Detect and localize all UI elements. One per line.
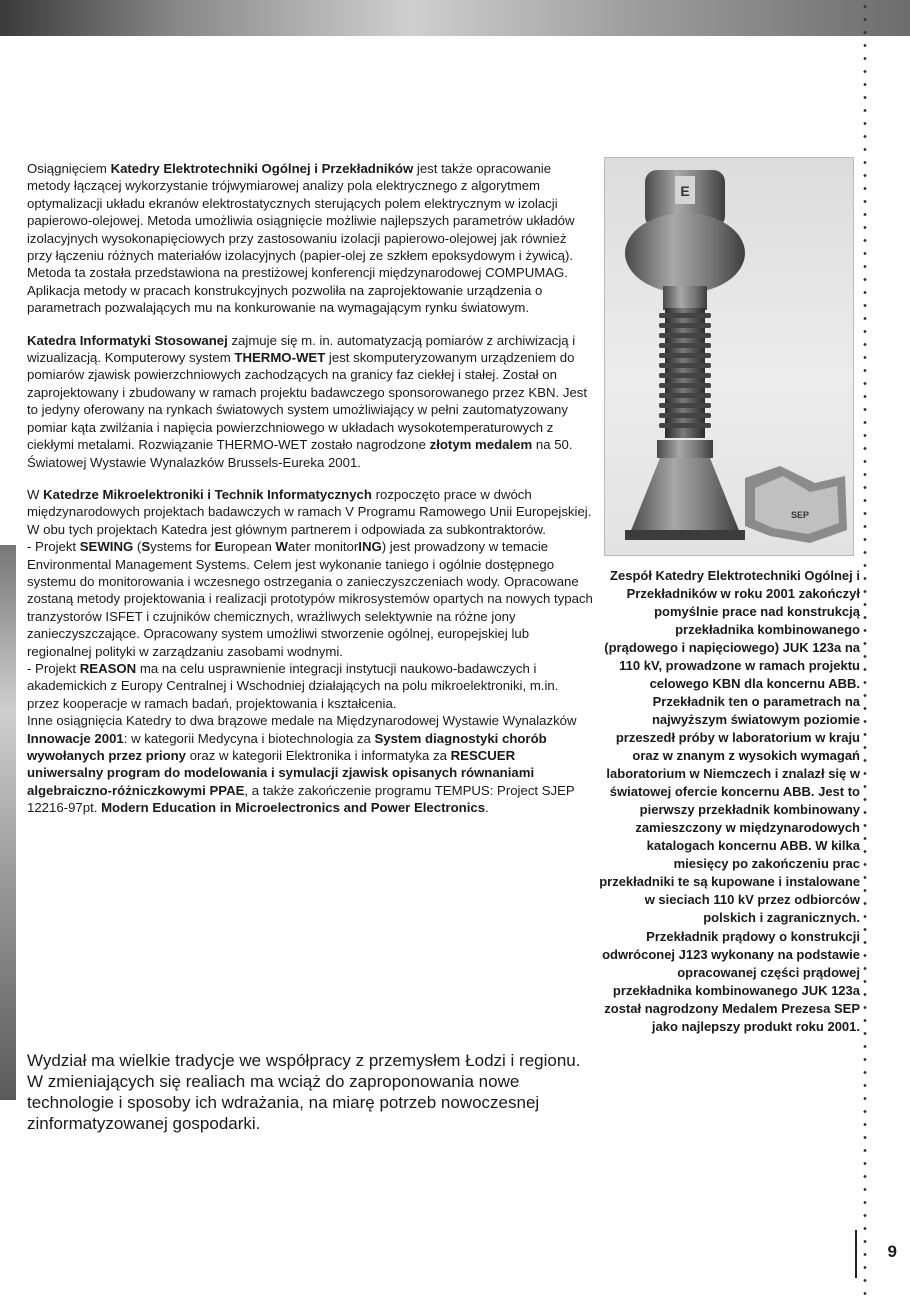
transformer-illustration [605, 158, 853, 555]
transformer-cap-label: E [680, 183, 690, 199]
photo-caption [598, 567, 860, 1037]
text-run: ) jest prowadzony w temacie Environmental Management Systems. Celem jest wykonanie taniego i ogólnie dostępnego systemu do monitorowania i wczesnego ostrzegania o zanieczyszczeniach wody. Opracowane zostaną metody projektowania i realizacji prototypów mikrosystemów opartych na nowych typach tranzystorów ISFET i czujników chemicznych, wrażliwych selektywnie na różne jony zanieczyszczające. Opracowany system umożliwi stworzenie ogólnej, europejskiej lub regionalnej polityki w zarządzaniu zasobami wodnymi. [27, 539, 593, 659]
paragraph-katedra-mikroelektroniki [27, 486, 593, 817]
text-run-bold: RESCUER uniwersalny program do modelowania i symulacji zjawisk opisanych równaniami algebraiczno-różniczkowymi PPAE [27, 748, 535, 798]
paragraph-katedra-informatyki [27, 332, 593, 471]
text-run-bold: System diagnostyki chorób wywołanych przez priony [27, 730, 547, 763]
text-run-bold: złotym medalem [429, 437, 533, 453]
page-number: 9 [887, 1242, 897, 1261]
text-run: ater monitor [287, 539, 359, 555]
text-run-bold: ING [358, 539, 382, 555]
text-run: . [485, 800, 489, 816]
text-run-bold: E [214, 539, 224, 555]
closing-line-2: W zmieniających się realiach ma wciąż do zaproponowania nowe technologie i sposoby ich wdrażania, na miarę potrzeb nowoczesnej zinformatyzowanej gospodarki. [27, 1072, 540, 1133]
text-run-bold: THERMO-WET [234, 350, 326, 366]
sep-medal-image [745, 466, 847, 543]
text-run: : w kategorii Medycyna i biotechnologia za [123, 730, 375, 746]
paragraph-katedra-elektrotechniki [27, 160, 593, 317]
transformer-collar [657, 440, 713, 458]
text-run: ma na celu usprawnienie integracji instytucji naukowo-badawczych i akademickich z Europy Centralnej i Wschodniej działających na polu mikroelektroniki, m.in. przez kooperacje w ramach badań, projektowania i kształcenia. [27, 660, 559, 711]
text-run: rozpoczęto prace w dwóch międzynarodowych projektach badawczych w ramach V Programu Ramowego Unii Europejskiej. W obu tych projektach Katedra jest głównym partnerem i odpowiada za subkontraktorów. [27, 486, 592, 537]
text-run: - Projekt [27, 539, 80, 555]
text-run: zajmuje się m. in. automatyzacją pomiarów z archiwizacją i wizualizacją. Komputerowy system [27, 332, 576, 366]
left-photo-strip [0, 545, 16, 1100]
transformer-neck [663, 286, 707, 310]
transformer-head [625, 213, 745, 293]
transformer-base [630, 458, 740, 533]
text-run-bold: S [141, 539, 151, 555]
transformer-photo [604, 157, 854, 556]
text-run-bold: REASON [79, 660, 137, 676]
text-run-bold: SEWING [79, 539, 134, 555]
text-run: , a także zakończenie programu TEMPUS: Project SJEP 12216-97pt. [27, 782, 575, 816]
transformer-insulator-sheds [659, 308, 711, 438]
text-run: na 50. Światowej Wystawie Wynalazków Brussels-Eureka 2001. [27, 437, 573, 470]
text-run: oraz w kategorii Elektronika i informatyka za [186, 748, 451, 763]
text-run-bold: Katedry Elektrotechniki Ogólnej i Przekładników [110, 161, 414, 176]
text-run-bold: W [275, 539, 288, 555]
text-run: ystems for [150, 539, 215, 555]
dotted-margin-rule [862, 0, 868, 1296]
text-run-bold: Modern Education in Microelectronics and Power Electronics [101, 800, 486, 816]
text-run-bold: Innowacje 2001 [27, 730, 124, 746]
text-run: jest także opracowanie metody łączącej wykorzystanie trójwymiarowej analizy pola elektrycznego z algorytmem optymalizacji układu ekranów elektrostatycznych sterujących polem elektrycznym w izolacji papierowo-olejowej. Metoda umożliwia osiągnięcie możliwie najlepszych parametrów układów izolacyjnych wysokonapięciowych przy zastosowaniu izolacji papierowo-olejowej jak również przy łączeniu różnych materiałów izolacyjnych (papier-olej ze szkłem epoksydowym i żywicą). Metoda ta została przedstawiona na prestiżowej konferencji międzynarodowej COMPUMAG. Aplikacja metody w pracach konstrukcyjnych pozwoliła na zaprojektowanie urządzenia o parametrach pozwalających mu na konkurowanie na wymagającym rynku światowym. [27, 161, 575, 316]
text-run-bold: Katedrze Mikroelektroniki i Technik Informatycznych [43, 486, 372, 502]
transformer-foot [625, 530, 745, 540]
top-photo-strip [0, 0, 910, 36]
text-run: uropean [223, 539, 276, 555]
closing-line-1: Wydział ma wielkie tradycje we współpracy z przemysłem Łodzi i regionu. [27, 1051, 581, 1070]
text-run: jest skomputeryzowanym urządzeniem do pomiarów zjawisk powierzchniowych zachodzących na granicy faz ciekłej i stałej. Został on zaprojektowany i zbudowany w ramach projektu badawczego sponsorowanego przez KBN. Jest to jedyny oferowany na rynkach światowych system umożliwiający w pełni zautomatyzowany pomiar kąta zwilżania i napięcia powierzchniowego w układach wysokotemperaturowych z ciekłymi metalami. Rozwiązanie THERMO-WET zostało nagrodzone [27, 350, 588, 453]
text-run-bold: Katedra Informatyki Stosowanej [27, 332, 228, 348]
sep-medal-label: SEP [790, 510, 810, 520]
text-run: ( [133, 539, 142, 555]
closing-statement [27, 1050, 593, 1134]
text-run: W [27, 486, 44, 502]
text-run: Inne osiągnięcia Katedry to dwa brązowe medale na Międzynarodowej Wystawie Wynalazków [27, 713, 577, 729]
main-text-column [27, 160, 593, 832]
caption-paragraph-2: Przekładnik prądowy o konstrukcji odwróconej J123 wykonany na podstawie opracowanej części prądowej przekładnika kombinowanego JUK 123a został nagrodzony Medalem Prezesa SEP jako najlepszy produkt roku 2001. [602, 929, 860, 1034]
text-run: Osiągnięciem [27, 161, 111, 176]
caption-paragraph-1: Zespół Katedry Elektrotechniki Ogólnej i Przekładników w roku 2001 zakończył pomyślnie prace nad konstrukcją przekładnika kombinowanego (prądowego i napięciowego) JUK 123a na 110 kV, prowadzone w ramach projektu celowego KBN dla koncernu ABB. Przekładnik ten o parametrach na najwyższym światowym poziomie przeszedł próby w laboratorium w kraju oraz w znanym z wysokich wymagań laboratorium w Niemczech i znalazł się w światowej ofercie koncernu ABB. Jest to pierwszy przekładnik kombinowany zamieszczony w międzynarodowych katalogach koncernu ABB. W kilka miesięcy po zakończeniu prac przekładniki te są kupowane i instalowane w sieciach 110 kV przez odbiorców polskich i zagranicznych. [599, 568, 860, 925]
text-run: - Projekt [27, 660, 80, 676]
